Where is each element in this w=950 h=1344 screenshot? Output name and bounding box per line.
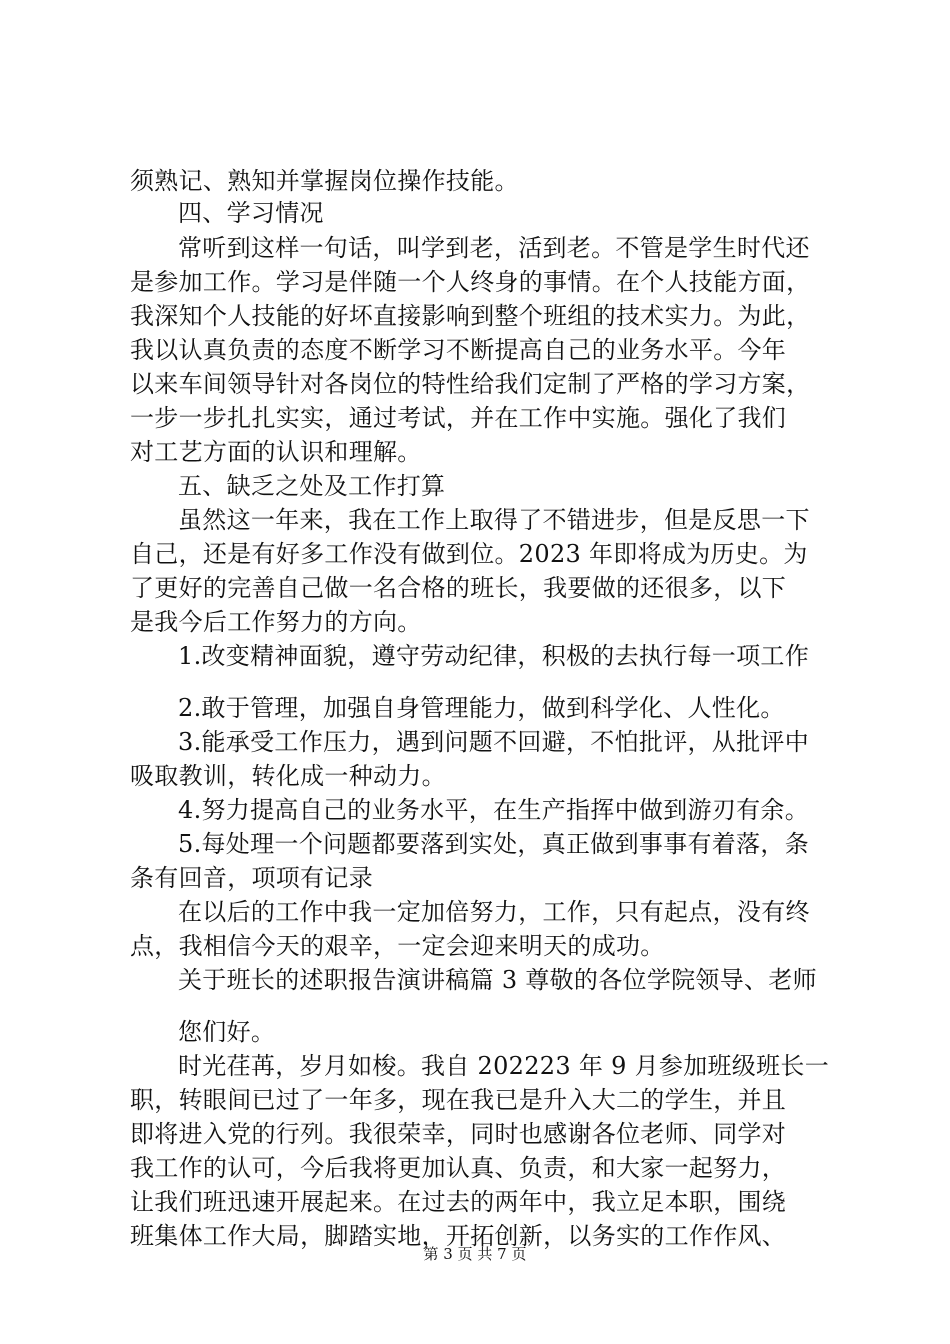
text-line: 了更好的完善自己做一名合格的班长，我要做的还很多，以下: [130, 574, 787, 602]
text-line: 在以后的工作中我一定加倍努力，工作，只有起点，没有终: [178, 898, 810, 926]
text-line: 即将进入党的行列。我很荣幸，同时也感谢各位老师、同学对: [130, 1120, 787, 1148]
list-item: 5.每处理一个问题都要落到实处，真正做到事事有着落，条: [178, 830, 809, 858]
text-line: 职，转眼间已过了一年多，现在我已是升入大二的学生，并且: [130, 1086, 787, 1114]
list-item: 2.敢于管理，加强自身管理能力，做到科学化、人性化。: [178, 694, 785, 722]
text-line: 一步一步扎扎实实，通过考试，并在工作中实施。强化了我们: [130, 404, 787, 432]
text-line: 是我今后工作努力的方向。: [130, 608, 422, 636]
text-line: 时光荏苒，岁月如梭。我自 202223 年 9 月参加班级班长一: [178, 1052, 830, 1080]
text-line: 对工艺方面的认识和理解。: [130, 438, 422, 466]
text-line: 虽然这一年来，我在工作上取得了不错进步，但是反思一下: [178, 506, 810, 534]
list-item: 1.改变精神面貌，遵守劳动纪律，积极的去执行每一项工作: [178, 642, 809, 670]
section-heading: 五、缺乏之处及工作打算: [178, 472, 446, 500]
text-line: 您们好。: [178, 1018, 276, 1046]
text-line: 是参加工作。学习是伴随一个人终身的事情。在个人技能方面，: [130, 268, 811, 296]
text-line: 常听到这样一句话，叫学到老，活到老。不管是学生时代还: [178, 234, 810, 262]
page-footer: 第 3 页 共 7 页: [423, 1245, 527, 1263]
text-line: 条有回音，项项有记录: [130, 864, 373, 892]
section-heading: 四、学习情况: [178, 199, 324, 227]
text-line: 我工作的认可，今后我将更加认真、负责，和大家一起努力，: [130, 1154, 787, 1182]
text-line: 点，我相信今天的艰辛，一定会迎来明天的成功。: [130, 932, 665, 960]
text-line: 我以认真负责的态度不断学习不断提高自己的业务水平。今年: [130, 336, 787, 364]
text-line: 班集体工作大局，脚踏实地，开拓创新，以务实的工作作风、: [130, 1222, 787, 1250]
text-line: 让我们班迅速开展起来。在过去的两年中，我立足本职，围绕: [130, 1188, 787, 1216]
text-line: 吸取教训，转化成一种动力。: [130, 762, 446, 790]
section-heading: 关于班长的述职报告演讲稿篇 3 尊敬的各位学院领导、老师: [178, 966, 817, 994]
list-item: 3.能承受工作压力，遇到问题不回避，不怕批评，从批评中: [178, 728, 809, 756]
list-item: 4.努力提高自己的业务水平，在生产指挥中做到游刃有余。: [178, 796, 809, 824]
text-line: 以来车间领导针对各岗位的特性给我们定制了严格的学习方案，: [130, 370, 811, 398]
text-line: 自己，还是有好多工作没有做到位。2023 年即将成为历史。为: [130, 540, 808, 568]
text-line: 须熟记、熟知并掌握岗位操作技能。: [130, 167, 519, 195]
text-line: 我深知个人技能的好坏直接影响到整个班组的技术实力。为此，: [130, 302, 811, 330]
